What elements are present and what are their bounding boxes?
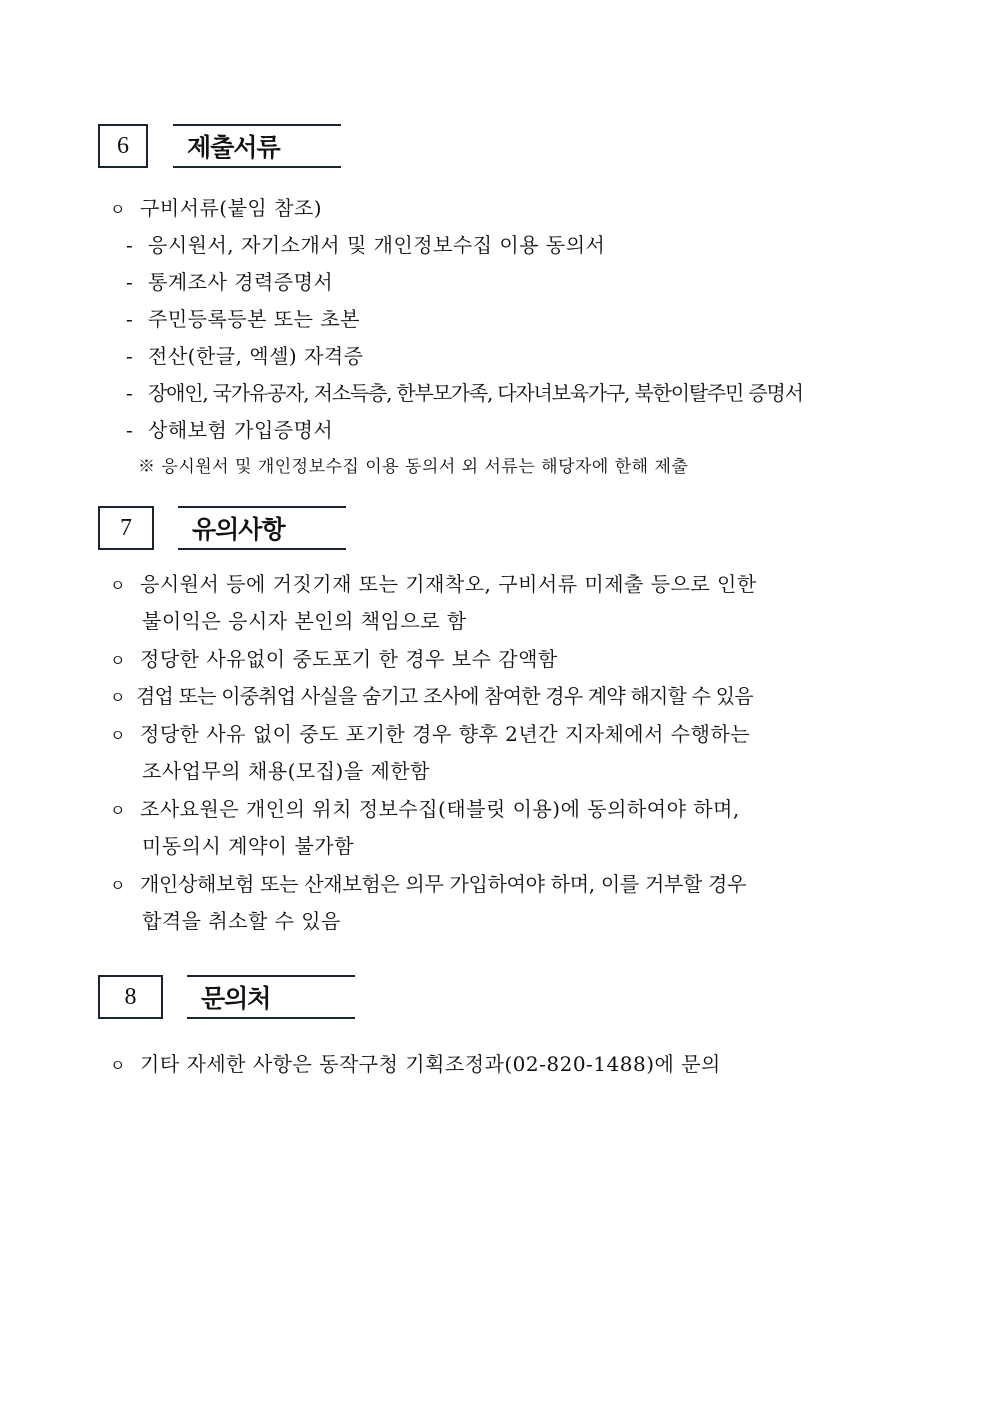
section-title-bar bbox=[178, 506, 346, 550]
section-title: 문의처 bbox=[201, 984, 271, 1013]
list-item: ㅇ 정당한 사유없이 중도포기 한 경우 보수 감액함 bbox=[110, 647, 558, 671]
bullet-circle-icon: ㅇ bbox=[110, 801, 126, 820]
dash-marker: - bbox=[126, 270, 134, 294]
list-item: ㅇ 기타 자세한 사항은 동작구청 기획조정과(02-820-1488)에 문의 bbox=[110, 1052, 721, 1076]
bullet-circle-icon: ㅇ bbox=[110, 688, 125, 707]
sub-list-item: - 통계조사 경력증명서 bbox=[126, 270, 334, 294]
bullet-circle-icon: ㅇ bbox=[110, 200, 126, 219]
section-title: 제출서류 bbox=[187, 133, 280, 162]
list-item-continuation: 합격을 취소할 수 있음 bbox=[142, 909, 341, 933]
sub-list-item: - 장애인, 국가유공자, 저소득층, 한부모가족, 다자녀보육가구, 북한이탈주민 증명서 bbox=[126, 381, 803, 405]
list-item: ㅇ 조사요원은 개인의 위치 정보수집(태블릿 이용)에 동의하여야 하며, bbox=[110, 797, 740, 821]
list-item: ㅇ 구비서류(붙임 참조) bbox=[110, 196, 323, 220]
section-title-bar bbox=[187, 975, 355, 1019]
list-item: ㅇ 응시원서 등에 거짓기재 또는 기재착오, 구비서류 미제출 등으로 인한 bbox=[110, 572, 757, 596]
bullet-circle-icon: ㅇ bbox=[110, 1056, 126, 1075]
dash-marker: - bbox=[126, 307, 134, 331]
sub-list-item: - 응시원서, 자기소개서 및 개인정보수집 이용 동의서 bbox=[126, 233, 606, 257]
list-item-continuation: 미동의시 계약이 불가함 bbox=[142, 834, 354, 858]
bullet-circle-icon: ㅇ bbox=[110, 651, 126, 670]
list-item-continuation: 조사업무의 채용(모집)을 제한함 bbox=[142, 759, 430, 783]
sub-list-item: - 상해보험 가입증명서 bbox=[126, 418, 334, 442]
section-number-box: 6 bbox=[98, 124, 148, 168]
list-item: ㅇ 정당한 사유 없이 중도 포기한 경우 향후 2년간 지자체에서 수행하는 bbox=[110, 722, 751, 746]
bullet-circle-icon: ㅇ bbox=[110, 726, 126, 745]
dash-marker: - bbox=[126, 233, 134, 257]
dash-marker: - bbox=[126, 344, 134, 368]
section-title-bar bbox=[173, 124, 341, 168]
list-item: ㅇ 개인상해보험 또는 산재보험은 의무 가입하여야 하며, 이를 거부할 경우 bbox=[110, 872, 747, 896]
dash-marker: - bbox=[126, 418, 134, 442]
list-item: ㅇ 겸업 또는 이중취업 사실을 숨기고 조사에 참여한 경우 계약 해지할 수 있음 bbox=[110, 684, 753, 708]
dash-marker: - bbox=[126, 381, 132, 405]
section-number-box: 7 bbox=[98, 506, 154, 550]
note: ※ 응시원서 및 개인정보수집 이용 동의서 외 서류는 해당자에 한해 제출 bbox=[138, 457, 689, 477]
sub-list-item: - 전산(한글, 엑셀) 자격증 bbox=[126, 344, 364, 368]
section-number-box: 8 bbox=[98, 975, 163, 1019]
section-title: 유의사항 bbox=[192, 515, 285, 544]
sub-list-item: - 주민등록등본 또는 초본 bbox=[126, 307, 360, 331]
list-item-continuation: 불이익은 응시자 본인의 책임으로 함 bbox=[142, 609, 467, 633]
bullet-circle-icon: ㅇ bbox=[110, 876, 126, 895]
bullet-circle-icon: ㅇ bbox=[110, 576, 126, 595]
